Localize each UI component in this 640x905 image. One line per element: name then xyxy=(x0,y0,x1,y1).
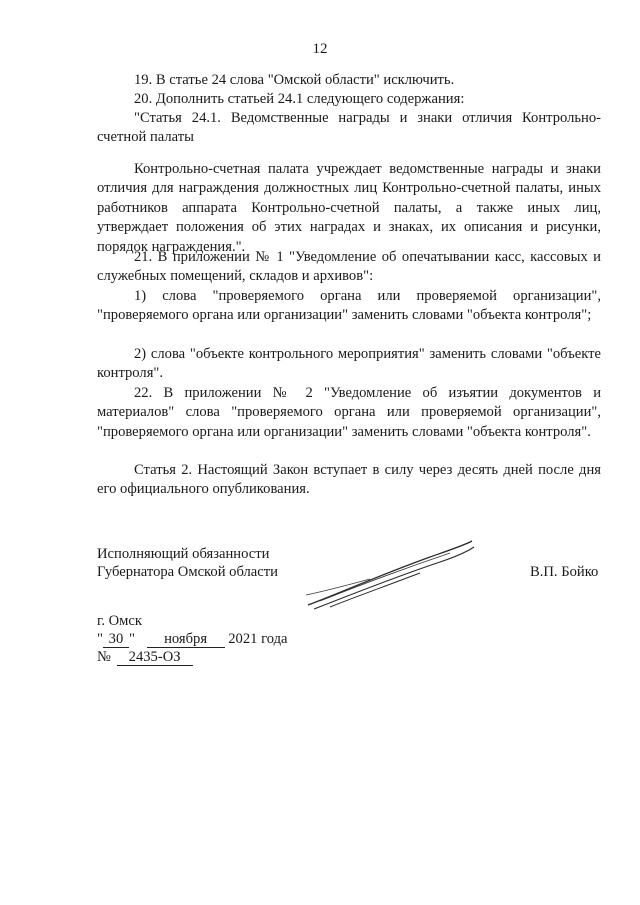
paragraph-21-item-1: 1) слова "проверяемого органа или проверяемой организации", "проверяемого органа или организации" заменить словами "объекта контроля"; xyxy=(97,288,601,324)
article-24-1-title: "Статья 24.1. Ведомственные награды и знаки отличия Контрольно-счетной палаты xyxy=(97,110,601,146)
paragraph-21: 21. В приложении № 1 "Уведомление об опечатывании касс, кассовых и служебных помещений, складов и архивов": xyxy=(97,249,601,285)
date-open-quote: " xyxy=(97,631,103,647)
signing-date xyxy=(97,630,288,648)
date-year: 2021 года xyxy=(228,631,288,647)
handwritten-signature xyxy=(300,535,480,615)
date-month: ноября xyxy=(147,632,225,648)
signatory-name: В.П. Бойко xyxy=(530,564,599,580)
paragraph-20: 20. Дополнить статьей 24.1 следующего содержания: xyxy=(134,91,465,107)
article-2: Статья 2. Настоящий Закон вступает в силу через десять дней после дня его официального опубликования. xyxy=(97,462,601,498)
paragraph-19: 19. В статье 24 слова "Омской области" исключить. xyxy=(134,72,455,88)
paragraph-21-item-2: 2) слова "объекте контрольного мероприятия" заменить словами "объекте контроля". xyxy=(97,346,601,382)
date-day: 30 xyxy=(103,632,129,648)
law-number xyxy=(97,648,193,666)
number-sign: № xyxy=(97,649,111,665)
date-close-quote: " xyxy=(128,631,135,647)
article-24-1-body: Контрольно-счетная палата учреждает ведомственные награды и знаки отличия для награждения должностных лиц Контрольно-счетной палаты, иных работников аппарата Контрольно-счетной палаты, а также иных лиц, утверждает положения об этих наградах и знаках, их описания и рисунки, порядок награждения.". xyxy=(97,161,601,255)
signatory-title-line-1: Исполняющий обязанности xyxy=(97,546,270,562)
paragraph-22: 22. В приложении № 2 "Уведомление об изъятии документов и материалов" слова "проверяемого органа или проверяемой организации", "проверяемого органа или организации" заменить словами "объекта контроля". xyxy=(97,385,601,440)
page-number: 12 xyxy=(312,41,328,57)
city: г. Омск xyxy=(97,613,142,629)
law-number-value: 2435-ОЗ xyxy=(117,650,193,666)
signatory-title-line-2: Губернатора Омской области xyxy=(97,564,278,580)
